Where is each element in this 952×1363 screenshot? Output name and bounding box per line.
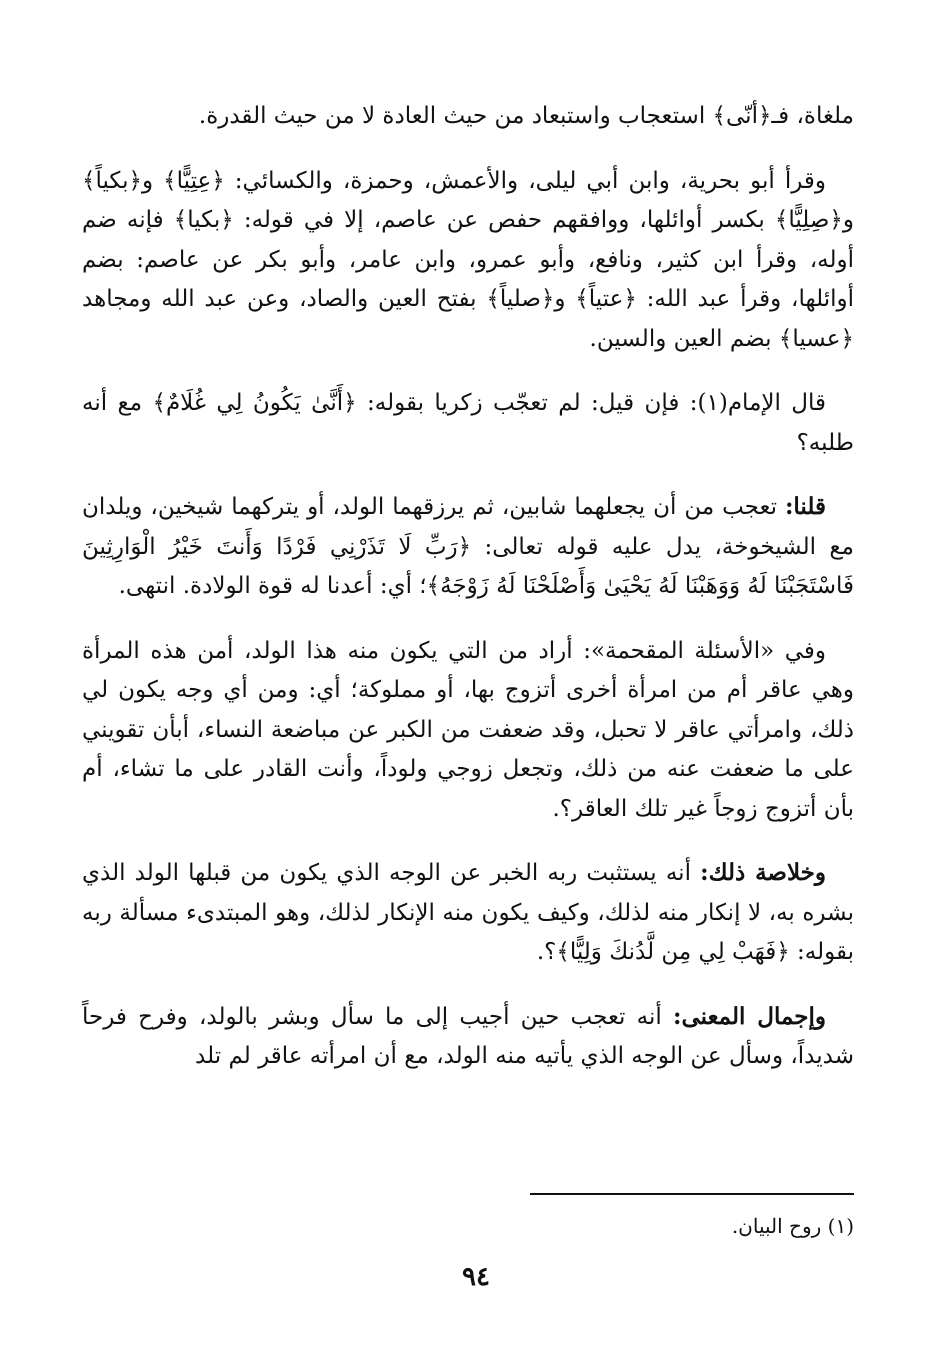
- paragraph-text: أنه يستثبت ربه الخبر عن الوجه الذي يكون من قبلها الولد الذي بشره به، لا إنكار منه لذلك، وكيف يكون منه الإنكار لذلك، وهو المبتدىء مسألة ربه بقوله: ﴿فَهَبْ لِي مِن لَّدُنكَ وَلِيًّا﴾؟.: [82, 860, 854, 965]
- main-text: [82, 96, 854, 1101]
- footnote: (١) روح البيان.: [731, 1214, 854, 1238]
- paragraph-3: [82, 383, 854, 463]
- paragraph-lead: وإجمال المعنى:: [672, 1002, 826, 1030]
- paragraph-text: أنه تعجب حين أجيب إلى ما سأل وبشر بالولد، وفرح فرحاً شديداً، وسأل عن الوجه الذي يأتيه منه الولد، مع أن امرأته عاقر لم تلد: [82, 1003, 854, 1069]
- footnote-divider: [530, 1193, 854, 1195]
- paragraph-text: وفي «الأسئلة المقحمة»: أراد من التي يكون منه هذا الولد، أمن هذه المرأة وهي عاقر أم من امرأة أخرى أتزوج بها، أو مملوكة؛ أي: ومن أي وجه يكون لي ذلك، وامرأتي عاقر لا تحبل، وقد ضعفت من الكبر عن مباضعة النساء، أبأن تقويني على ما ضعفت عنه من ذلك، وتجعل زوجي ولوداً، وأنت القادر على ما تشاء، أم بأن أتزوج زوجاً غير تلك العاقر؟.: [82, 637, 854, 822]
- paragraph-5: [82, 631, 854, 830]
- page-number: ٩٤: [462, 1262, 490, 1292]
- paragraph-7: [82, 997, 854, 1077]
- paragraph-text: قال الإمام(١): فإن قيل: لم تعجّب زكريا بقوله: ﴿أَنَّىٰ يَكُونُ لِي غُلَامٌ﴾ مع أنه طلبه؟: [82, 390, 854, 456]
- paragraph-lead: وخلاصة ذلك:: [700, 859, 826, 886]
- paragraph-text: تعجب من أن يجعلهما شابين، ثم يرزقهما الولد، أو يتركهما شيخين، ويلدان مع الشيخوخة، يدل عليه قوله تعالى: ﴿رَبِّ لَا تَذَرْنِي فَرْدًا وَأَنتَ خَيْرُ الْوَارِثِينَ فَاسْتَجَبْنَا لَهُ وَوَهَبْنَا لَهُ يَحْيَىٰ وَأَصْلَحْنَا لَهُ زَوْجَهُ﴾؛ أي: أعدنا له قوة الولادة. انتهى.: [82, 494, 854, 599]
- paragraph-text: ملغاة، فـ﴿أنّى﴾ استعجاب واستبعاد من حيث العادة لا من حيث القدرة.: [198, 103, 854, 129]
- paragraph-6: [82, 853, 854, 973]
- paragraph-text: وقرأ أبو بحرية، وابن أبي ليلى، والأعمش، وحمزة، والكسائي: ﴿عِتِيًّا﴾ و﴿بكياً﴾ و﴿صِلِيًّا﴾ بكسر أوائلها، ووافقهم حفص عن عاصم، إلا في قوله: ﴿بكيا﴾ فإنه ضم أوله، وقرأ ابن كثير، ونافع، وأبو عمرو، وابن عامر، وأبو بكر عن عاصم: بضم أوائلها، وقرأ عبد الله: ﴿عتياً﴾ و﴿صلياً﴾ بفتح العين والصاد، وعن عبد الله ومجاهد ﴿عسيا﴾ بضم العين والسين.: [82, 167, 854, 352]
- paragraph-4: [82, 487, 854, 607]
- paragraph-1: [82, 96, 854, 137]
- paragraph-2: [82, 161, 854, 360]
- paragraph-lead: قلنا:: [784, 493, 826, 520]
